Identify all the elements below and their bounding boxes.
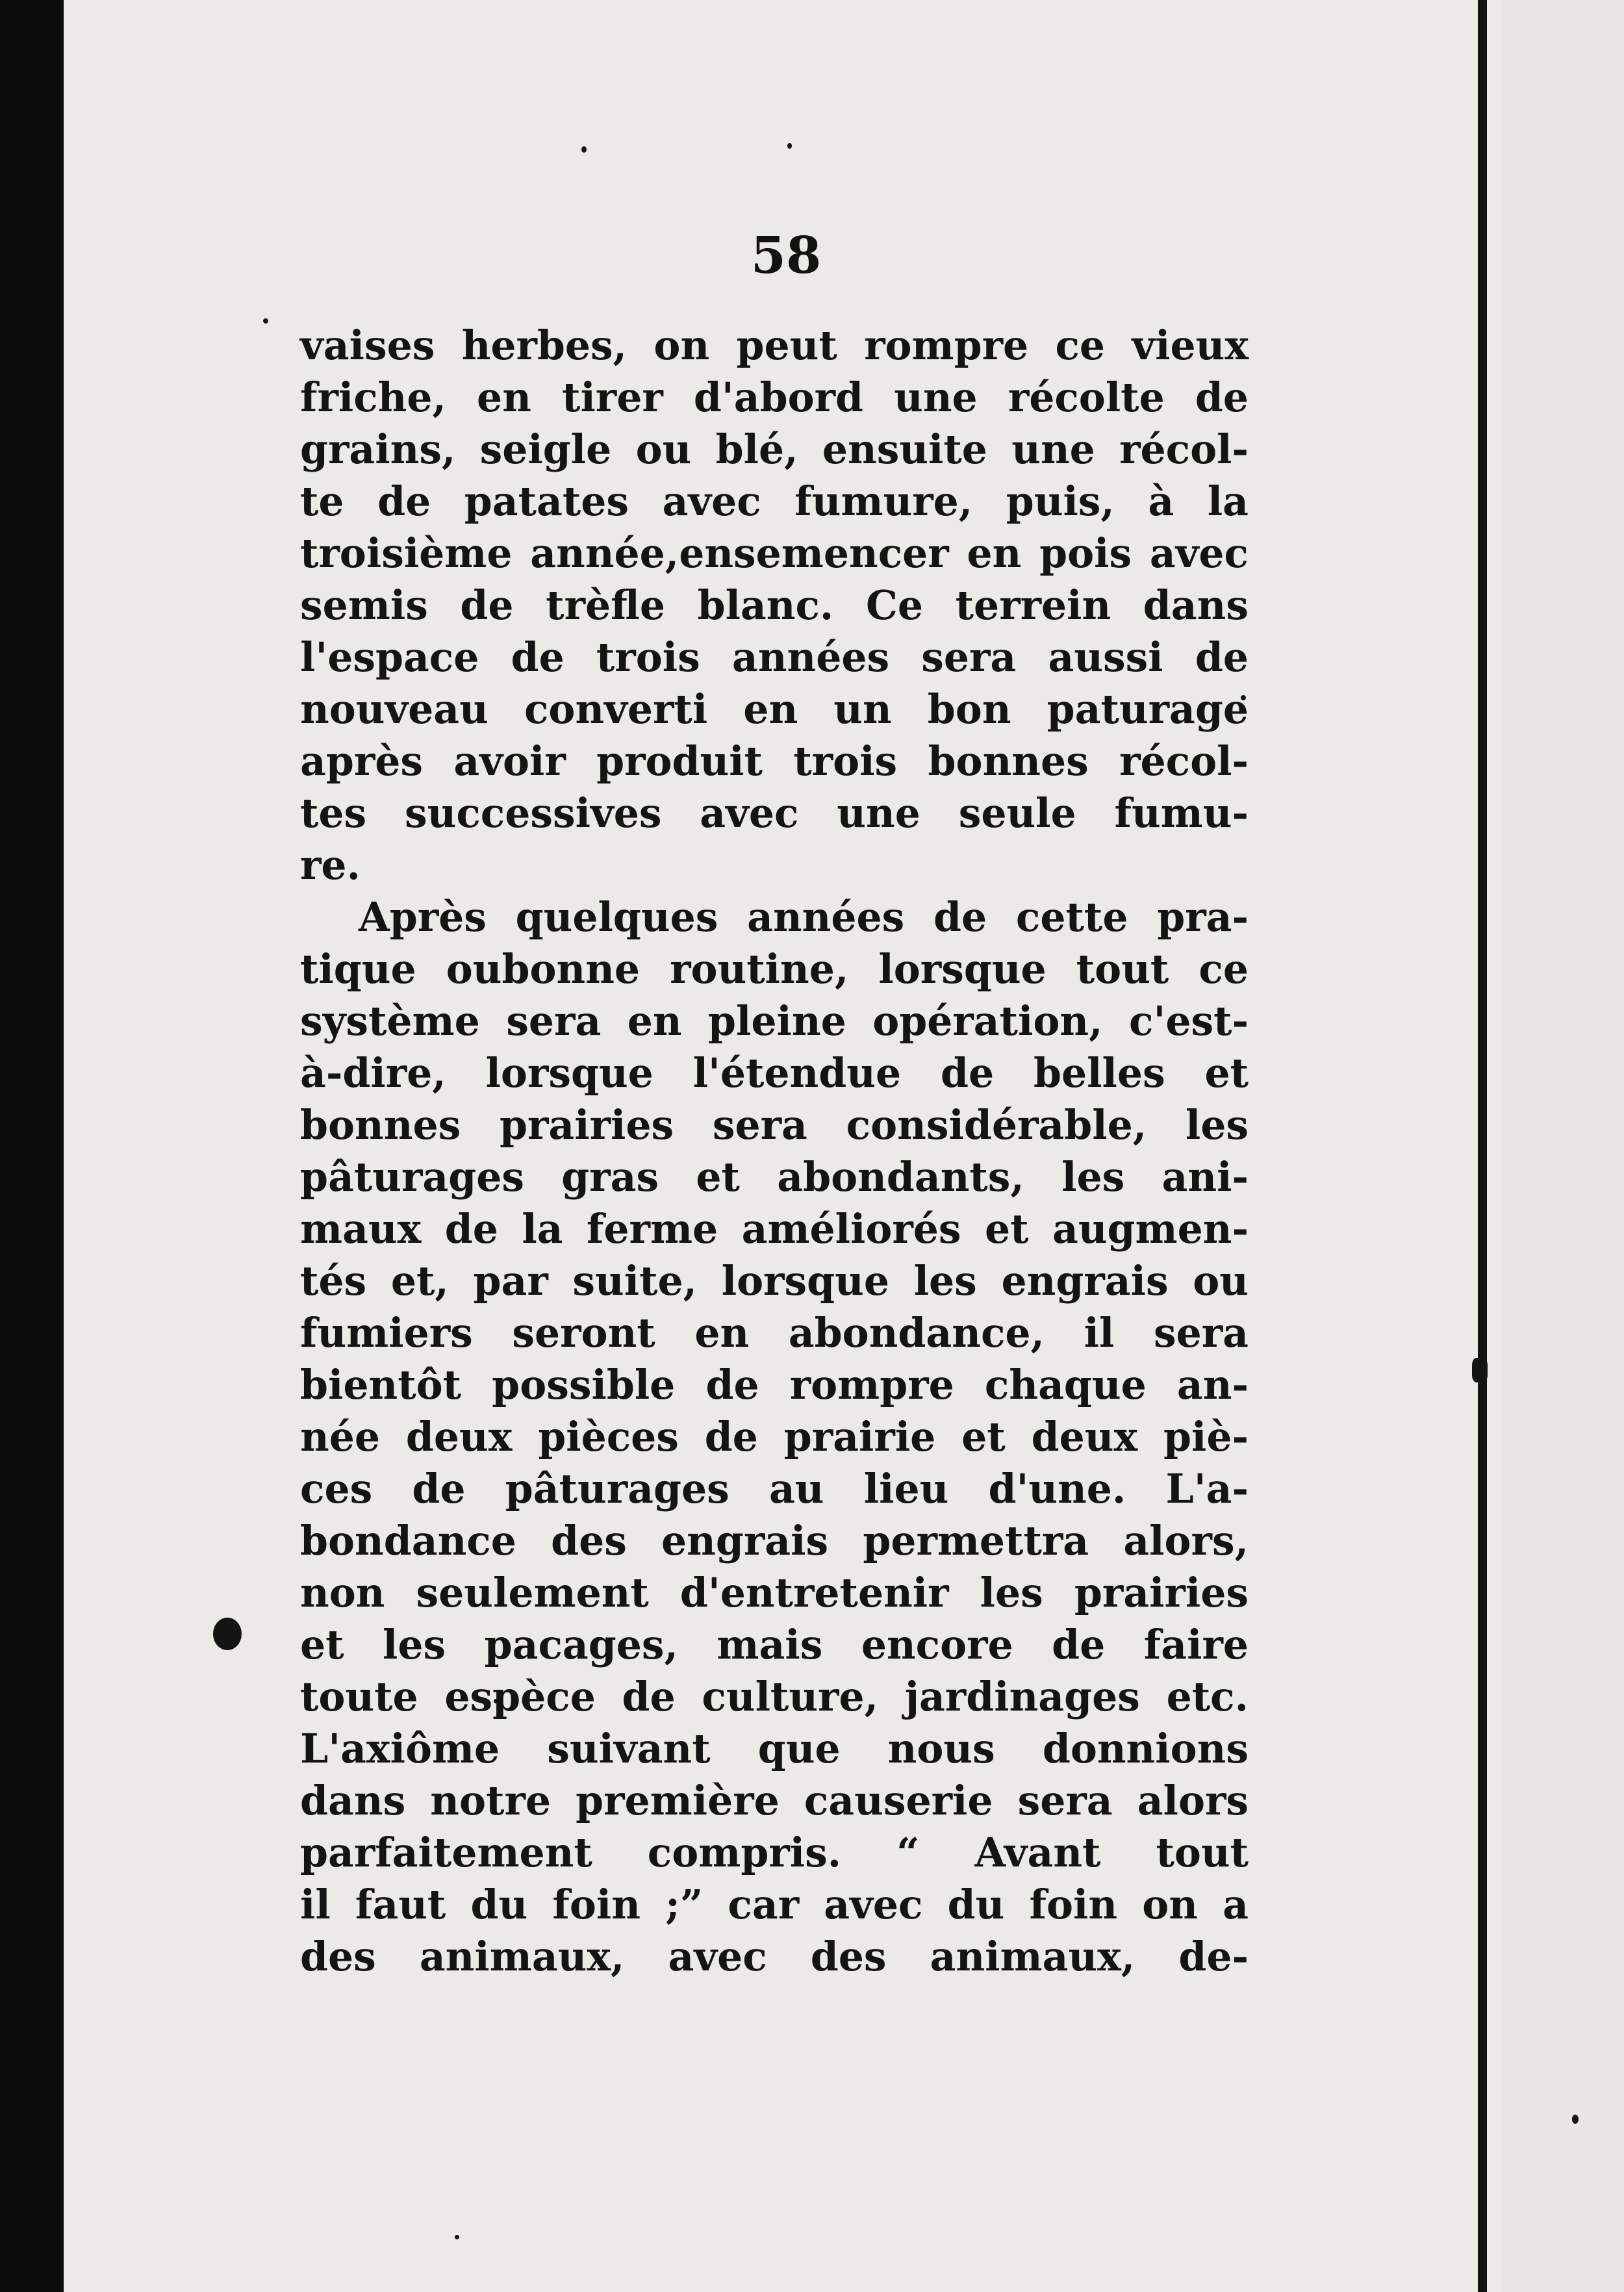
text-line: il faut du foin ;” car avec du foin on a: [300, 1881, 1249, 1928]
text-line: tés et, par suite, lorsque les engrais ou: [300, 1257, 1249, 1305]
text-line: non seulement d'entretenir les prairies: [300, 1569, 1249, 1616]
body-text: [300, 320, 1249, 1983]
text-line: bondance des engrais permettra alors,: [300, 1517, 1249, 1564]
text-line: des animaux, avec des animaux, de-: [300, 1933, 1249, 1980]
text-line: troisième année,ensemencer en pois avec: [300, 529, 1249, 577]
text-line: semis de trèfle blanc. Ce terrein dans: [300, 581, 1249, 629]
text-line: bientôt possible de rompre chaque an-: [300, 1361, 1249, 1408]
text-line: à-dire, lorsque l'étendue de belles et: [300, 1049, 1249, 1097]
text-line: parfaitement compris. “ Avant tout: [300, 1829, 1249, 1876]
text-line: re.: [300, 841, 361, 889]
text-line: et les pacages, mais encore de faire: [300, 1621, 1249, 1668]
text-line: maux de la ferme améliorés et augmen-: [300, 1205, 1249, 1253]
ink-speck: [1572, 2115, 1579, 2124]
ink-speck: [455, 2235, 459, 2239]
text-line: te de patates avec fumure, puis, à la: [300, 478, 1249, 525]
text-line: friche, en tirer d'abord une récolte de: [300, 374, 1249, 421]
text-line: dans notre première causerie sera alors: [300, 1777, 1249, 1824]
text-line: fumiers seront en abondance, il sera: [300, 1309, 1249, 1356]
adjacent-page-strip: [1503, 0, 1624, 2292]
ink-speck: [1472, 1358, 1488, 1382]
text-line: tique oubonne routine, lorsque tout ce: [300, 945, 1249, 993]
ink-speck: [263, 318, 268, 324]
ink-speck: [787, 143, 792, 149]
text-line: née deux pièces de prairie et deux piè-: [300, 1413, 1249, 1460]
text-line: ces de pâturages au lieu d'une. L'a-: [300, 1465, 1249, 1512]
ink-blot: [213, 1618, 242, 1650]
text-line: grains, seigle ou blé, ensuite une récol-: [300, 426, 1249, 473]
text-line: L'axiôme suivant que nous donnions: [300, 1725, 1249, 1772]
page-number: 58: [750, 226, 822, 285]
text-line: système sera en pleine opération, c'est-: [300, 997, 1249, 1045]
text-line: pâturages gras et abondants, les ani-: [300, 1153, 1249, 1201]
page-edge-shadow: [1478, 0, 1487, 2292]
text-line: toute espèce de culture, jardinages etc.: [300, 1673, 1249, 1720]
text-line: vaises herbes, on peut rompre ce vieux: [300, 322, 1249, 369]
text-line: tes successives avec une seule fumu-: [300, 789, 1249, 837]
ink-speck: [581, 146, 587, 153]
paragraph-first-line: Après quelques années de cette pra-: [359, 893, 1249, 941]
text-line: l'espace de trois années sera aussi de: [300, 633, 1249, 681]
text-line: après avoir produit trois bonnes récol-: [300, 737, 1249, 785]
text-line: nouveau converti en un bon paturage: [300, 685, 1249, 733]
text-line: bonnes prairies sera considérable, les: [300, 1101, 1249, 1149]
